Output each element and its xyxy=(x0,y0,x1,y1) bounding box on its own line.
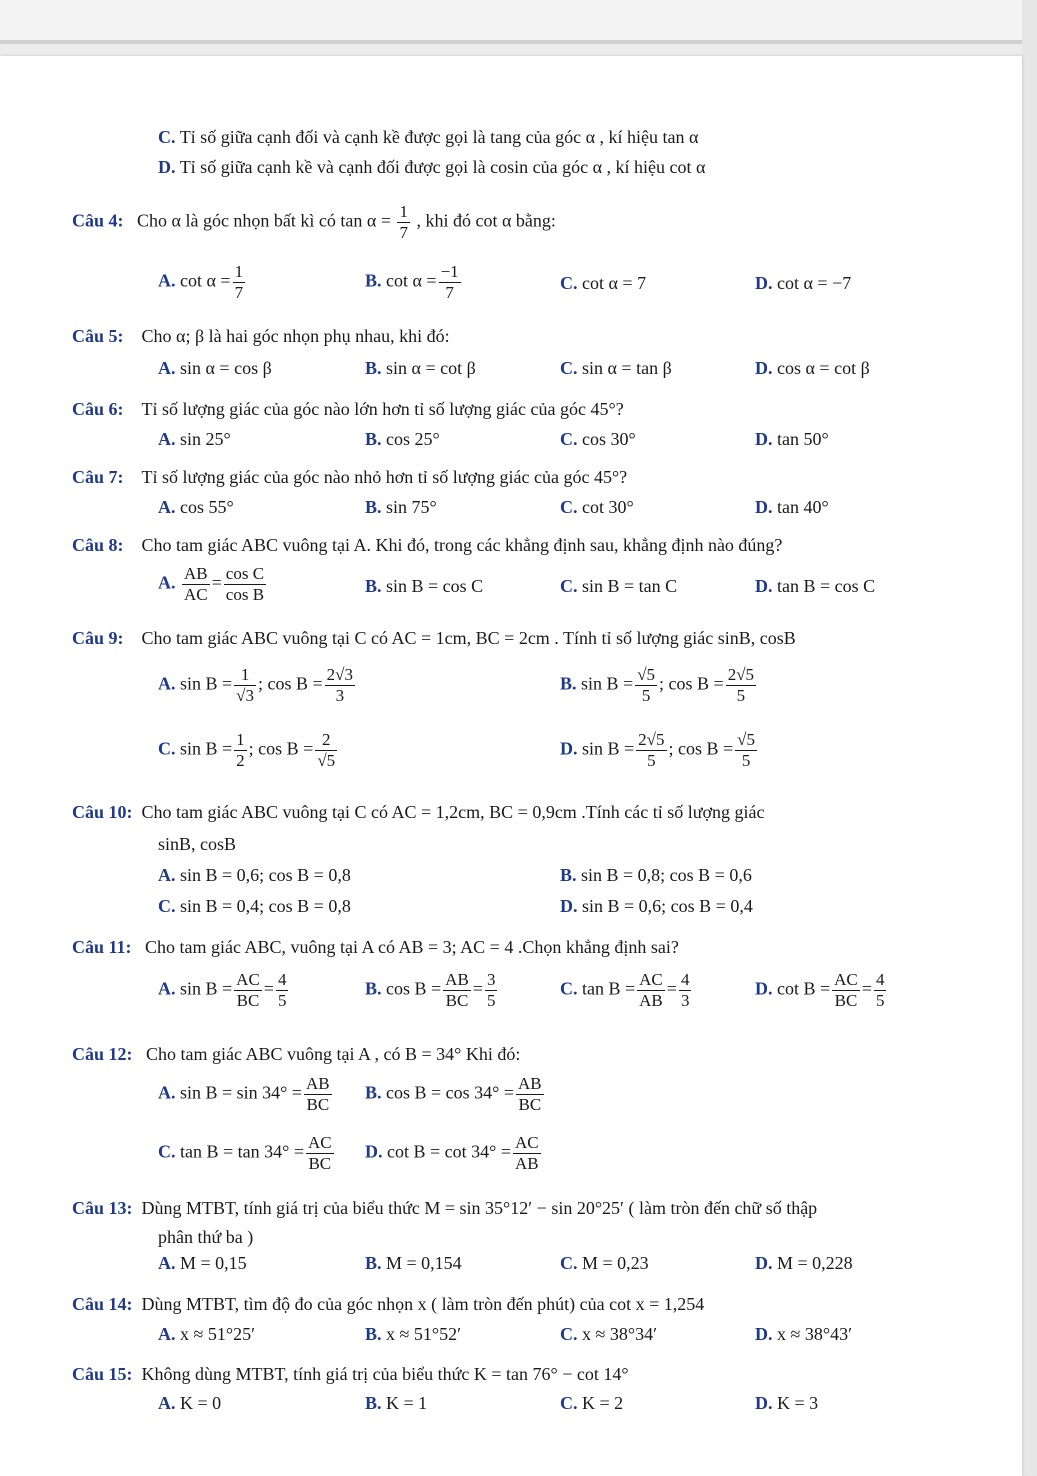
q11-option-b[interactable]: B. cos B = $\frac{AB}{BC}$ = $\frac{3}{5}$ xyxy=(365,970,496,1010)
q14-option-b[interactable]: B. x ≈ 51°52′ xyxy=(365,1324,462,1344)
q8-option-b[interactable]: B. sin B = cos C xyxy=(365,576,484,596)
question-7: Câu 7: Tỉ số lượng giác của góc nào nhỏ hơn tỉ số lượng giác của góc 45°? xyxy=(72,467,628,487)
viewer-top-bar xyxy=(0,0,1037,40)
q10-option-d[interactable]: D. sin B = 0,6; cos B = 0,4 xyxy=(560,896,753,916)
q6-option-a[interactable]: A. sin 25° xyxy=(158,429,231,449)
q14-option-d[interactable]: D. x ≈ 38°43′ xyxy=(755,1324,853,1344)
q13-option-c[interactable]: C. M = 0,23 xyxy=(560,1253,649,1273)
question-5: Câu 5: Cho α; β là hai góc nhọn phụ nhau, khi đó: xyxy=(72,326,450,346)
q6-option-b[interactable]: B. cos 25° xyxy=(365,429,440,449)
q14-option-a[interactable]: A. x ≈ 51°25′ xyxy=(158,1324,256,1344)
question-10: Câu 10: Cho tam giác ABC vuông tại C có AC = 1,2cm, BC = 0,9cm .Tính các tỉ số lượng giác xyxy=(72,802,765,822)
viewer-divider xyxy=(0,40,1037,44)
question-12: Câu 12: Cho tam giác ABC vuông tại A , có B = 34° Khi đó: xyxy=(72,1044,521,1064)
question-6: Câu 6: Tỉ số lượng giác của góc nào lớn hơn tỉ số lượng giác của góc 45°? xyxy=(72,399,624,419)
q5-option-d[interactable]: D. cos α = cot β xyxy=(755,358,870,378)
q11-option-d[interactable]: D. cot B = $\frac{AC}{BC}$ = $\frac{4}{5}$ xyxy=(755,970,885,1010)
prev-option-c: C. Tỉ số giữa cạnh đối và cạnh kề được gọi là tang của góc α , kí hiệu tan α xyxy=(158,127,699,147)
q12-option-b[interactable]: B. cos B = cos 34° = $\frac{AB}{BC}$ xyxy=(365,1074,542,1114)
q7-option-d[interactable]: D. tan 40° xyxy=(755,497,829,517)
q13-option-d[interactable]: D. M = 0,228 xyxy=(755,1253,853,1273)
q5-option-b[interactable]: B. sin α = cot β xyxy=(365,358,476,378)
question-13: Câu 13: Dùng MTBT, tính giá trị của biểu thức M = sin 35°12′ − sin 20°25′ ( làm tròn đến chữ số thập xyxy=(72,1198,818,1218)
q5-option-a[interactable]: A. sin α = cos β xyxy=(158,358,272,378)
q13-option-b[interactable]: B. M = 0,154 xyxy=(365,1253,462,1273)
q10-option-b[interactable]: B. sin B = 0,8; cos B = 0,6 xyxy=(560,865,752,885)
question-14: Câu 14: Dùng MTBT, tìm độ đo của góc nhọn x ( làm tròn đến phút) của cot x = 1,254 xyxy=(72,1294,705,1314)
q8-option-d[interactable]: D. tan B = cos C xyxy=(755,576,876,596)
q10-option-c[interactable]: C. sin B = 0,4; cos B = 0,8 xyxy=(158,896,351,916)
q8-option-a[interactable]: A. $\frac{AB}{AC}$ = $\frac{\text{cos C}}{\text{cos B}}$ xyxy=(158,564,265,604)
q9-option-c[interactable]: C. sin B = $\frac{1}{2}$ ; cos B = $\frac{2}{√5}$ xyxy=(158,730,336,770)
q6-option-c[interactable]: C. cos 30° xyxy=(560,429,636,449)
q7-option-a[interactable]: A. cos 55° xyxy=(158,497,234,517)
q4-option-d[interactable]: D. cot α = −7 xyxy=(755,273,852,293)
prev-option-d: D. Tỉ số giữa cạnh kề và cạnh đối được gọi là cosin của góc α , kí hiệu cot α xyxy=(158,157,706,177)
question-8: Câu 8: Cho tam giác ABC vuông tại A. Khi đó, trong các khẳng định sau, khẳng định nào đúng? xyxy=(72,535,783,555)
q15-option-a[interactable]: A. K = 0 xyxy=(158,1393,222,1413)
question-15: Câu 15: Không dùng MTBT, tính giá trị của biểu thức K = tan 76° − cot 14° xyxy=(72,1364,629,1384)
q5-option-c[interactable]: C. sin α = tan β xyxy=(560,358,672,378)
q12-option-a[interactable]: A. sin B = sin 34° = $\frac{AB}{BC}$ xyxy=(158,1074,330,1114)
question-11: Câu 11: Cho tam giác ABC, vuông tại A có AB = 3; AC = 4 .Chọn khẳng định sai? xyxy=(72,937,679,957)
q4-option-b[interactable]: B. cot α = $\frac{-1}{7}$ xyxy=(365,262,459,302)
q12-option-d[interactable]: D. cot B = cot 34° = $\frac{AC}{AB}$ xyxy=(365,1133,539,1173)
fraction: $\frac{1}{7}$ xyxy=(399,202,408,242)
q4-option-a[interactable]: A. cot α = $\frac{1}{7}$ xyxy=(158,262,244,302)
q6-option-d[interactable]: D. tan 50° xyxy=(755,429,829,449)
q12-option-c[interactable]: C. tan B = tan 34° = $\frac{AC}{BC}$ xyxy=(158,1133,332,1173)
q15-option-c[interactable]: C. K = 2 xyxy=(560,1393,624,1413)
question-4: Câu 4: Cho α là góc nhọn bất kì có tan α = $\frac{1}{7}$ , khi đó cot α bằng: xyxy=(72,202,556,242)
q10-option-a[interactable]: A. sin B = 0,6; cos B = 0,8 xyxy=(158,865,351,885)
q7-option-b[interactable]: B. sin 75° xyxy=(365,497,437,517)
q14-option-c[interactable]: C. x ≈ 38°34′ xyxy=(560,1324,658,1344)
q15-option-b[interactable]: B. K = 1 xyxy=(365,1393,428,1413)
question-13-cont: phân thứ ba ) xyxy=(158,1227,254,1247)
scrollbar-track[interactable] xyxy=(1022,0,1037,1476)
q11-option-a[interactable]: A. sin B = $\frac{AC}{BC}$ = $\frac{4}{5}$ xyxy=(158,970,287,1010)
q7-option-c[interactable]: C. cot 30° xyxy=(560,497,634,517)
q15-option-d[interactable]: D. K = 3 xyxy=(755,1393,819,1413)
question-9: Câu 9: Cho tam giác ABC vuông tại C có AC = 1cm, BC = 2cm . Tính tỉ số lượng giác sinB, cosB xyxy=(72,628,796,648)
q9-option-d[interactable]: D. sin B = $\frac{2√5}{5}$ ; cos B = $\frac{√5}{5}$ xyxy=(560,730,756,770)
q9-option-b[interactable]: B. sin B = $\frac{√5}{5}$ ; cos B = $\frac{2√5}{5}$ xyxy=(560,665,755,705)
q9-option-a[interactable]: A. sin B = $\frac{1}{√3}$ ; cos B = $\frac{2√3}{3}$ xyxy=(158,665,354,705)
q13-option-a[interactable]: A. M = 0,15 xyxy=(158,1253,247,1273)
q8-option-c[interactable]: C. sin B = tan C xyxy=(560,576,678,596)
document-page xyxy=(0,56,1022,1476)
question-10-cont: sinB, cosB xyxy=(158,834,237,854)
q4-option-c[interactable]: C. cot α = 7 xyxy=(560,273,647,293)
q11-option-c[interactable]: C. tan B = $\frac{AC}{AB}$ = $\frac{4}{3}$ xyxy=(560,970,690,1010)
